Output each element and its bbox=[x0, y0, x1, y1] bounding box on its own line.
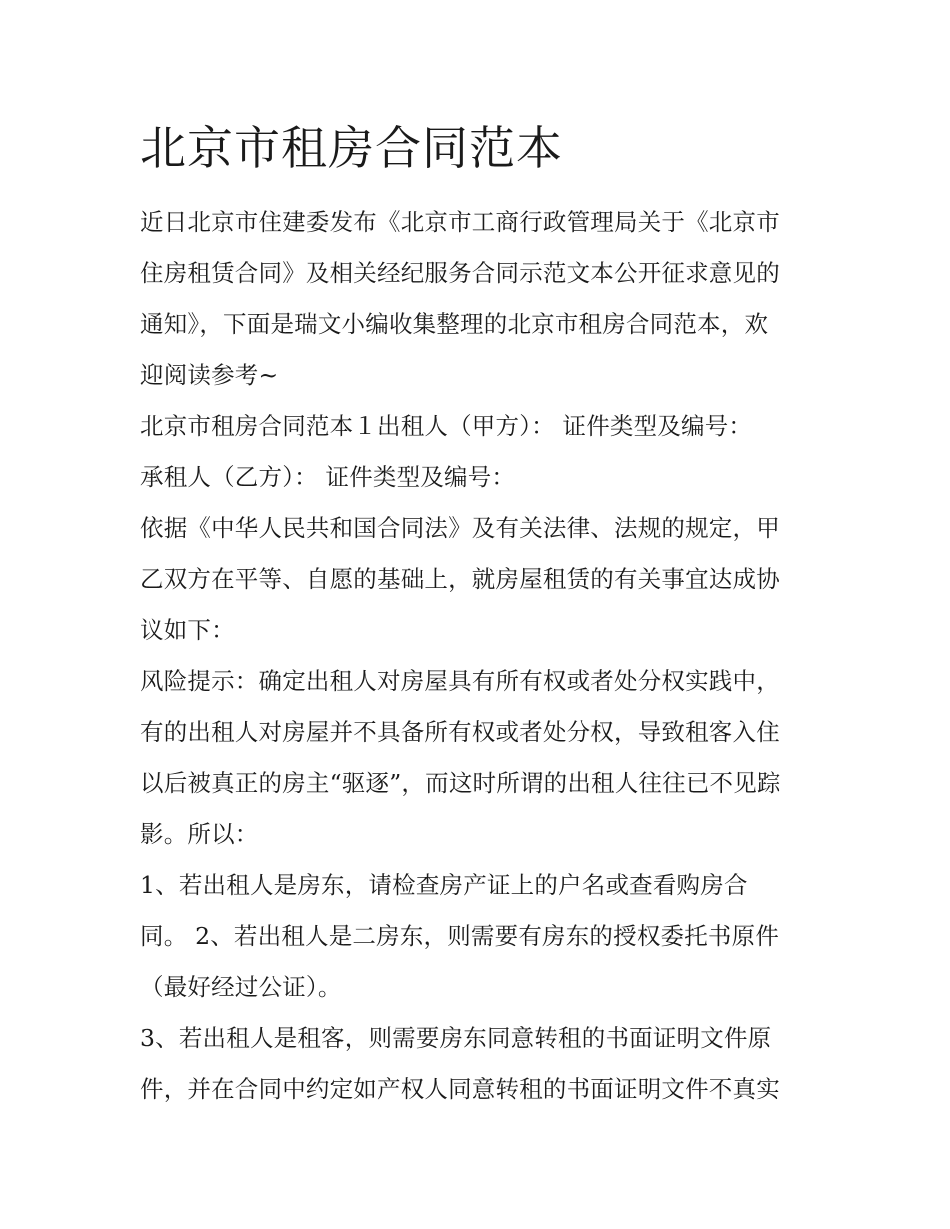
text-line: 1、若出租人是房东，请检查房产证上的户名或查看购房合 bbox=[140, 871, 748, 899]
text-line: 议如下： bbox=[140, 616, 235, 644]
text-line: 通知》，下面是瑞文小编收集整理的北京市租房合同范本，欢 bbox=[140, 310, 769, 338]
text-line: 住房租赁合同》及相关经纪服务合同示范文本公开征求意见的 bbox=[140, 259, 780, 287]
document-body bbox=[140, 197, 820, 1115]
text-line: 迎阅读参考~ bbox=[140, 361, 279, 389]
text-line: 依据《中华人民共和国合同法》及有关法律、法规的规定，甲 bbox=[140, 514, 780, 542]
text-line: （最好经过公证）。 bbox=[140, 973, 342, 1001]
text-line: 近日北京市住建委发布《北京市工商行政管理局关于《北京市 bbox=[140, 208, 780, 236]
document-title: 北京市租房合同范本 bbox=[140, 121, 563, 175]
text-line: 件，并在合同中约定如产权人同意转租的书面证明文件不真实 bbox=[140, 1075, 780, 1103]
text-line: 以后被真正的房主“驱逐”，而这时所谓的出租人往往已不见踪 bbox=[140, 769, 781, 797]
text-line: 影。所以： bbox=[140, 820, 259, 848]
text-line: 3、若出租人是租客，则需要房东同意转租的书面证明文件原 bbox=[140, 1024, 772, 1052]
text-line: 乙双方在平等、自愿的基础上，就房屋租赁的有关事宜达成协 bbox=[140, 565, 780, 593]
text-line: 承租人（乙方）： 证件类型及编号： bbox=[140, 463, 516, 491]
text-line: 风险提示：确定出租人对房屋具有所有权或者处分权实践中， bbox=[140, 667, 780, 695]
text-line: 有的出租人对房屋并不具备所有权或者处分权，导致租客入住 bbox=[140, 718, 780, 746]
text-line: 同。 2、若出租人是二房东，则需要有房东的授权委托书原件 bbox=[140, 922, 780, 950]
text-line: 北京市租房合同范本１出租人（甲方）： 证件类型及编号： bbox=[140, 412, 753, 440]
